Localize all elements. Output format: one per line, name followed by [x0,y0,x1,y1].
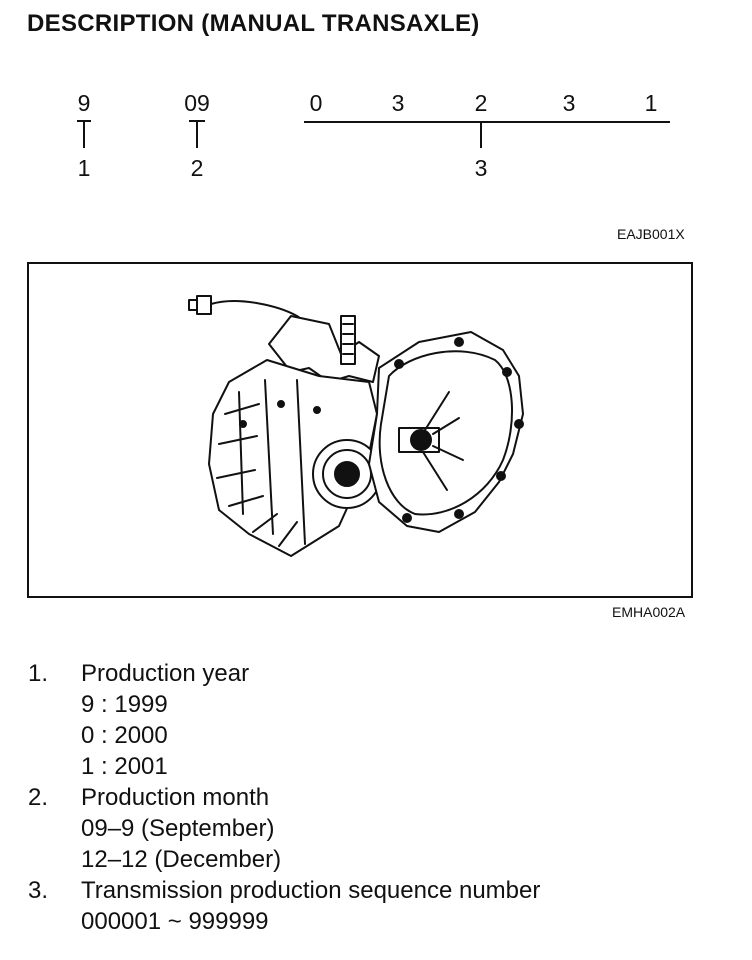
legend-value: 09–9 (September) [81,815,275,842]
code-label-3: 3 [474,155,488,181]
legend-item [28,782,540,813]
legend-label: Transmission production sequence number [81,877,541,904]
legend-number: 3. [28,877,49,904]
legend-value: 1 : 2001 [81,753,168,780]
figure-code-illustration: EMHA002A [612,604,686,620]
code-sequence-digit: 2 [474,90,488,116]
legend-value: 12–12 (December) [81,846,282,873]
page-title: DESCRIPTION (MANUAL TRANSAXLE) [27,10,480,37]
figure-code-diagram: EAJB001X [617,226,685,242]
manual-transaxle-illustration-icon [29,264,691,596]
legend-list [28,658,540,937]
legend-item [28,658,540,689]
serial-code-diagram [0,0,752,250]
code-month-digits: 09 [184,90,210,116]
code-sequence-digit: 0 [309,90,323,116]
legend-value: 9 : 1999 [81,691,168,718]
legend-item [28,875,540,906]
figure-frame [27,262,693,598]
legend-label: Production year [81,660,250,687]
legend-number: 1. [28,660,49,687]
code-label-2: 2 [190,155,204,181]
code-label-1: 1 [77,155,91,181]
legend-label: Production month [81,784,270,811]
code-year-digit: 9 [77,90,91,116]
legend-value: 000001 ~ 999999 [81,908,269,935]
code-sequence-digit: 3 [562,90,576,116]
legend-value: 0 : 2000 [81,722,168,749]
code-sequence-digit: 1 [644,90,658,116]
code-sequence-digit: 3 [391,90,405,116]
legend-number: 2. [28,784,49,811]
